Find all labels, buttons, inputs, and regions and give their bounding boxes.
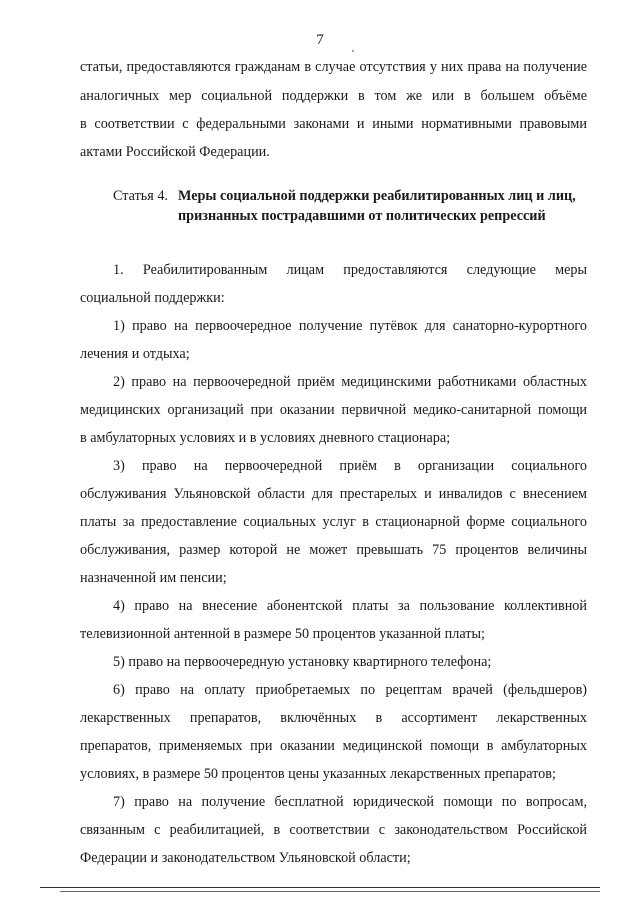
subitem-line: медицинских организаций при оказании первичной медико-санитарной помощи xyxy=(80,402,587,418)
subitem-line: 7) право на получение бесплатной юридической помощи по вопросам, xyxy=(113,794,587,810)
article-label: Статья 4. xyxy=(113,188,168,204)
subitem-line: связанным с реабилитацией, в соответствии с законодательством Российской xyxy=(80,822,587,838)
subitem-line: в амбулаторных условиях и в условиях дневного стационара; xyxy=(80,430,451,446)
subitem-line: 2) право на первоочередной приём медицинскими работниками областных xyxy=(113,374,587,390)
paragraph-line: аналогичных мер социальной поддержки в том же или в большем объёме xyxy=(80,88,587,104)
subitem-line: препаратов, применяемых при оказании медицинской помощи в амбулаторных xyxy=(80,738,587,754)
subitem-line: 5) право на первоочередную установку квартирного телефона; xyxy=(113,654,492,670)
subitem-line: обслуживания Ульяновской области для престарелых и инвалидов с внесением xyxy=(80,486,587,502)
subitem-line: платы за предоставление социальных услуг в стационарной форме социального xyxy=(80,514,587,530)
paragraph-line: в соответствии с федеральными законами и иными нормативными правовыми xyxy=(80,116,587,132)
subitem-line: назначенной им пенсии; xyxy=(80,570,227,586)
footer-rule xyxy=(60,891,600,892)
paragraph-line: актами Российской Федерации. xyxy=(80,144,270,160)
subitem-line: 6) право на оплату приобретаемых по рецептам врачей (фельдшеров) xyxy=(113,682,587,698)
subitem-line: обслуживания, размер которой не может превышать 75 процентов величины xyxy=(80,542,587,558)
page-number: 7 xyxy=(316,32,324,48)
subitem-line: 1) право на первоочередное получение путёвок для санаторно-курортного xyxy=(113,318,587,334)
subitem-line: 3) право на первоочередной приём в организации социального xyxy=(113,458,587,474)
subitem-line: условиях, в размере 50 процентов цены указанных лекарственных препаратов; xyxy=(80,766,556,782)
subitem-line: Федерации и законодательством Ульяновской области; xyxy=(80,850,411,866)
subitem-line: лечения и отдыха; xyxy=(80,346,190,362)
item-line: 1. Реабилитированным лицам предоставляются следующие меры xyxy=(113,262,587,278)
subitem-line: телевизионной антенной в размере 50 процентов указанной платы; xyxy=(80,626,485,642)
subitem-line: лекарственных препаратов, включённых в ассортимент лекарственных xyxy=(80,710,587,726)
footer-rule xyxy=(40,887,600,888)
article-title-line: признанных пострадавшими от политических репрессий xyxy=(178,208,546,224)
subitem-line: 4) право на внесение абонентской платы за пользование коллективной xyxy=(113,598,587,614)
article-title-line: Меры социальной поддержки реабилитированных лиц и лиц, xyxy=(178,188,576,204)
scan-speck xyxy=(352,50,354,52)
item-line: социальной поддержки: xyxy=(80,290,225,306)
paragraph-line: статьи, предоставляются гражданам в случае отсутствия у них права на получение xyxy=(80,59,587,75)
